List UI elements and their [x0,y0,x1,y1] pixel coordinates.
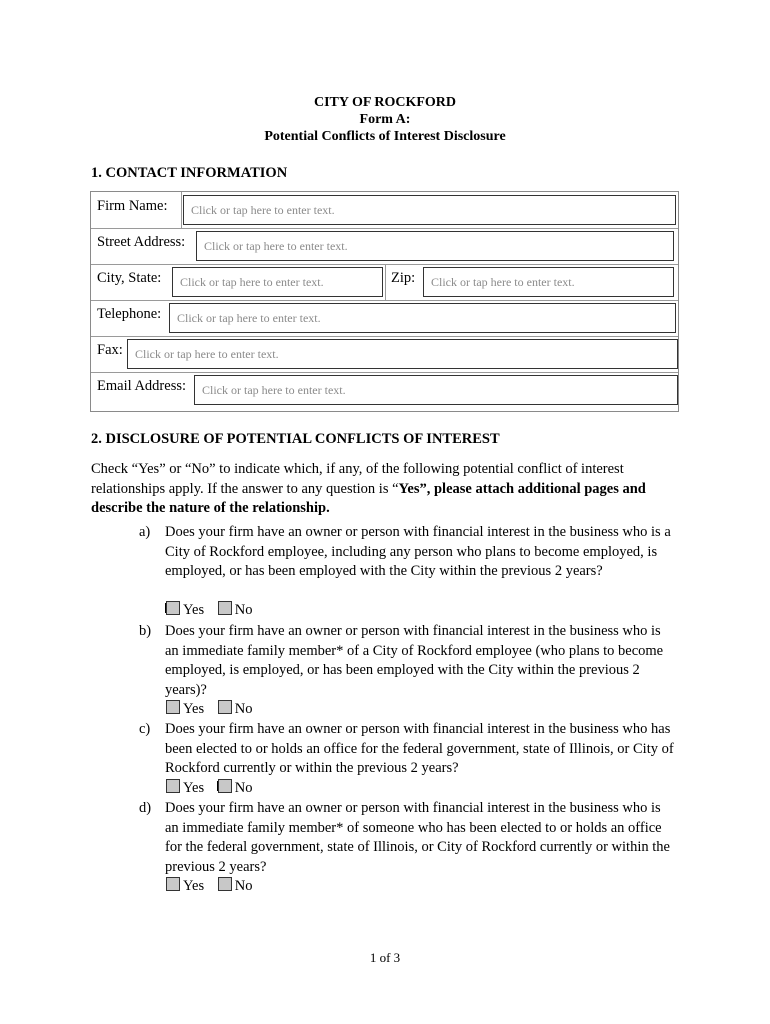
city-state-label: City, State: [97,270,162,286]
disclosure-instructions [91,460,681,519]
yes-label: Yes [183,780,205,796]
zip-field[interactable] [423,267,674,297]
header-city: CITY OF ROCKFORD [313,95,457,110]
no-option[interactable] [218,779,253,798]
no-label: No [234,602,253,618]
yes-checkbox[interactable] [166,601,180,615]
question-letter: c) [139,721,151,737]
no-label: No [234,780,253,796]
yes-label: Yes [183,701,205,717]
telephone-field[interactable] [169,303,676,333]
city-state-field[interactable] [172,267,383,297]
yes-checkbox[interactable] [166,700,180,714]
firm-name-placeholder: Click or tap here to enter text. [191,203,335,217]
yes-option[interactable] [166,601,204,620]
firm-name-label: Firm Name: [97,198,168,214]
no-checkbox[interactable] [218,779,232,793]
question-letter: a) [139,524,151,540]
yes-option[interactable] [166,779,204,798]
no-option[interactable] [218,700,253,719]
question-c-answers [166,779,262,798]
question-text: Does your firm have an owner or person with financial interest in the business who is a City of Rockford employee, including any person who plans to become employed, is employed, or has been employed with the City within the previous 2 years? [165,524,671,579]
street-label: Street Address: [97,234,186,250]
telephone-label: Telephone: [97,306,162,322]
question-text: Does your firm have an owner or person with financial interest in the business who is an immediate family member* of a City of Rockford employee (who plans to become employed, is employed, or has been employed with the City within the previous 2 years)? [165,623,664,698]
email-label: Email Address: [97,378,187,394]
street-row [91,228,678,265]
question-text: Does your firm have an owner or person with financial interest in the business who is an immediate family member* of someone who has been elected to or holds an office for the federal government, state of Illinois, or City of Rockford currently or within the previous 2 years? [165,800,670,875]
yes-label: Yes [183,602,205,618]
fax-label: Fax: [97,342,123,358]
email-row [91,372,678,408]
no-checkbox[interactable] [218,700,232,714]
fax-field[interactable] [127,339,678,369]
contact-table [90,191,679,412]
city-placeholder: Click or tap here to enter text. [180,275,324,289]
no-option[interactable] [218,601,253,620]
yes-label: Yes [183,878,205,894]
header-form: Form A: [359,112,411,127]
no-checkbox[interactable] [218,601,232,615]
yes-checkbox[interactable] [166,877,180,891]
city-zip-row [91,264,678,301]
email-field[interactable] [194,375,678,405]
divider [181,192,182,228]
question-b-answers [166,700,262,719]
form-header [0,94,770,145]
telephone-placeholder: Click or tap here to enter text. [177,311,321,325]
zip-label: Zip: [391,270,416,286]
question-a-answers [166,601,262,620]
question-d-answers [166,877,262,896]
telephone-row [91,300,678,337]
section-disclosure-title: 2. DISCLOSURE OF POTENTIAL CONFLICTS OF INTEREST [91,431,500,447]
zip-placeholder: Click or tap here to enter text. [431,275,575,289]
question-text: Does your firm have an owner or person with financial interest in the business who has been elected to or holds an office for the federal government, state of Illinois, or City of Rockford currently or within the previous 2 years? [165,721,674,776]
firm-name-field[interactable] [183,195,676,225]
yes-option[interactable] [166,877,204,896]
street-placeholder: Click or tap here to enter text. [204,239,348,253]
yes-checkbox[interactable] [166,779,180,793]
yes-option[interactable] [166,700,204,719]
no-checkbox[interactable] [218,877,232,891]
page-number: 1 of 3 [369,950,401,965]
street-address-field[interactable] [196,231,674,261]
header-title: Potential Conflicts of Interest Disclosure [264,129,506,144]
instructions-bold: Yes”, please attach additional pages and describe the nature of the relationship. [91,480,646,516]
fax-placeholder: Click or tap here to enter text. [135,347,279,361]
question-letter: d) [139,800,152,816]
section-contact-title: 1. CONTACT INFORMATION [91,165,288,181]
divider [385,264,386,300]
fax-row [91,336,678,373]
instructions-text: Check “Yes” or “No” to indicate which, if any, of the following potential conflict of interest relationships apply. If the answer to any question is “ [91,461,624,497]
no-label: No [234,878,253,894]
question-letter: b) [139,623,152,639]
no-label: No [234,701,253,717]
no-option[interactable] [218,877,253,896]
email-placeholder: Click or tap here to enter text. [202,383,346,397]
firm-name-row [91,192,678,229]
